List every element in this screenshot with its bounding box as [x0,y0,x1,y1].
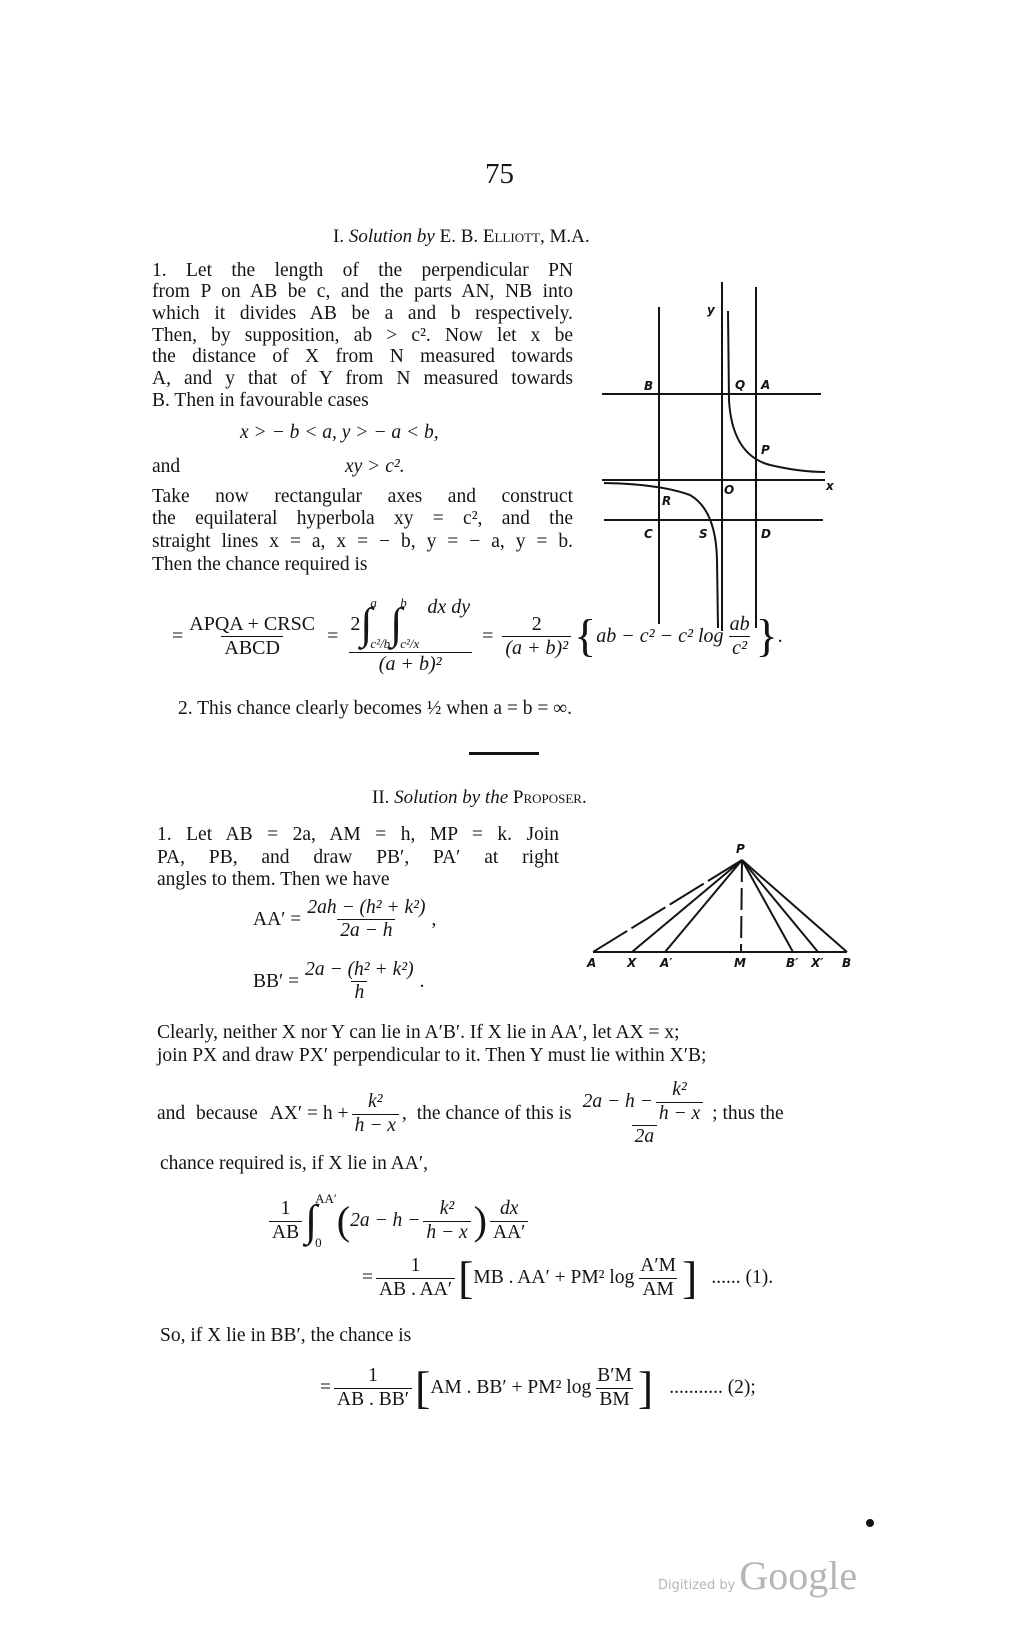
label-B-prime: B′ [786,956,799,970]
fraction [376,1255,455,1301]
one-over-ab [269,1198,302,1244]
numerator: k² [672,1079,687,1101]
close-bracket: ] [637,1362,654,1413]
integral-sign: ∫ [360,599,373,648]
text-line: the distance of X from N measured towards [152,346,573,367]
open-paren: ( [336,1198,351,1243]
open-bracket: [ [458,1252,474,1303]
inequality-2: xy > c². [345,456,405,477]
text-line: which it divides AB be a and b respectively. [152,303,573,324]
denominator: h − x [656,1102,703,1125]
upper-limit: AA′ [315,1191,337,1206]
denominator: h − x [423,1221,470,1244]
google-logo: Google [739,1553,858,1598]
ax-prime-lhs: AX′ = h + [269,1103,349,1124]
integrand: dx dy [427,596,471,618]
because-line [157,1072,784,1156]
comma: , [431,908,437,930]
inequality-1: x > − b < a, y > − a < b, [240,422,439,443]
text: the chance of this is [416,1103,572,1124]
comma: , [401,1103,407,1124]
denominator: 2a − h [337,919,395,942]
fraction [334,1365,412,1411]
heading-solution-by: Solution by the [394,787,509,808]
fraction [423,1198,470,1244]
denominator: BM [596,1388,632,1411]
numerator: dx [499,1198,519,1220]
lhs: AA′ = [253,908,302,930]
lhs: BB′ = [253,970,300,992]
text-line: join PX and draw PX′ perpendicular to it. Then Y must lie within X′B; [157,1045,707,1066]
page-number: 75 [485,158,514,190]
heading-author: Proposer. [512,787,587,808]
equation-label: ........... (2); [669,1377,756,1398]
denominator: AA′ [490,1221,528,1244]
close-paren: ) [473,1198,487,1243]
line-PM [741,860,742,952]
label-y: y [707,303,715,317]
text-line: So, if X lie in BB′, the chance is [160,1325,412,1346]
text: ; thus the [712,1103,784,1124]
line-PB [742,860,847,952]
denominator: (a + b)² [349,652,472,676]
label-B: B [842,956,852,970]
lower-limit: c²/x [400,636,420,652]
line-PX-prime [742,860,818,952]
inner-fraction [656,1079,703,1125]
numerator: 2 [531,612,542,635]
text-line: the equilateral hyperbola xy = c², and the [152,508,573,529]
close-bracket: ] [682,1252,698,1303]
google-watermark [658,1552,857,1599]
denominator: h − x [352,1114,399,1137]
line-PX [632,860,742,952]
integrand: 2a − h − [350,1210,421,1231]
integral-sign: ∫ [305,1196,318,1245]
text-line: from P on AB be c, and the parts AN, NB into [152,281,573,302]
text-line: B. Then in favourable cases [152,390,369,411]
heading-solution-by: Solution by [348,226,435,247]
equals-sign: = [320,1377,331,1398]
numerator: ab [729,612,750,635]
label-A: A [761,378,771,392]
text-line: 1. Let the length of the perpendicular PN [152,260,573,281]
label-X-prime: X′ [811,956,824,970]
period: . [419,970,425,992]
text-line: A, and y that of Y from N measured towards [152,368,573,389]
label-S: S [699,527,708,541]
text-line: Then the chance required is [152,554,368,575]
label-A-prime: A′ [660,956,673,970]
result-1 [362,1248,773,1308]
numerator-text: 2a − h − [582,1091,653,1113]
text-line: Then, by supposition, ab > c². Now let x be [152,325,573,346]
text-line: PA, PB, and draw PB′, PA′ at right [157,847,559,868]
text-line: Take now rectangular axes and construct [152,486,573,507]
text: and because [157,1103,258,1124]
label-x: x [826,479,834,493]
equals-sign: = [362,1267,373,1288]
watermark-prefix: Digitized by [658,1578,736,1593]
heading-author: E. B. Elliott, M.A. [439,226,590,247]
upper-limit: b [400,595,407,610]
point-2: 2. This chance clearly becomes ½ when a = b = ∞. [178,698,572,719]
denominator: c² [729,636,750,660]
dx-fraction [490,1198,528,1244]
label-Q: Q [735,378,746,392]
text-line: straight lines x = a, x = − b, y = − a, y = b. [152,531,573,552]
log-fraction [594,1365,635,1411]
line-PB-prime [742,860,793,952]
numerator: 1 [368,1365,378,1387]
numerator [580,1079,710,1125]
label-C: C [644,527,653,541]
label-B: B [644,379,654,393]
open-bracket: [ [415,1362,431,1413]
line-PA-prime [665,860,742,952]
label-O: O [724,483,735,497]
label-A: A [587,956,597,970]
denominator: ABCD [221,636,283,660]
denominator: 2a [632,1125,658,1148]
numerator: 2ah − (h² + k²) [307,897,426,918]
denominator: AM [639,1278,676,1301]
equals-sign: = [327,624,339,647]
equals-sign: = [482,624,494,647]
denominator: AB . BB′ [334,1388,412,1411]
equation-label: ...... (1). [711,1267,774,1288]
numerator: k² [439,1198,455,1220]
close-brace: } [755,610,778,661]
text-line: 1. Let AB = 2a, AM = h, MP = k. Join [157,824,559,845]
line-PA [593,860,742,952]
ink-dot [866,1519,874,1527]
denominator: AB . AA′ [376,1278,455,1301]
denominator: h [351,981,367,1004]
heading-number: II. [372,787,390,808]
numerator: k² [367,1091,383,1113]
numerator: 2a − (h² + k²) [305,959,414,980]
denominator: (a + b)² [502,636,571,660]
heading-number: I. [333,226,345,247]
inequality-2-label: and [152,456,181,477]
fraction [352,1091,399,1137]
label-P: P [736,842,745,856]
numerator: 1 [280,1198,291,1220]
result-2 [320,1358,756,1418]
lower-limit: 0 [315,1235,322,1250]
upper-limit: a [370,595,377,610]
bracket-content: MB . AA′ + PM² log [473,1267,635,1288]
label-D: D [761,527,771,541]
brace-content: ab − c² − c² log [596,624,724,647]
text-line: chance required is, if X lie in AA′, [160,1153,428,1174]
label-M: M [734,956,746,970]
coefficient: 2 [350,612,361,635]
label-X: X [627,956,637,970]
label-P: P [761,443,770,457]
numerator: 1 [410,1255,421,1277]
numerator: A′M [640,1255,676,1277]
period: . [777,624,783,647]
bracket-content: AM . BB′ + PM² log [430,1377,592,1398]
chance-fraction [580,1079,710,1148]
label-R: R [662,494,672,508]
open-brace: { [574,610,597,661]
integral-sign: ∫ [390,599,403,648]
numerator: APQA + CRSC [189,612,316,635]
equals-sign: = [172,624,184,647]
text-line: angles to them. Then we have [157,869,390,890]
integral-expression [266,1188,531,1254]
text-line: Clearly, neither X nor Y can lie in A′B′. If X lie in AA′, let AX = x; [157,1022,680,1043]
numerator: B′M [597,1365,632,1387]
log-fraction [637,1255,679,1301]
lower-limit: c²/b [370,636,391,652]
denominator: AB [269,1221,302,1244]
